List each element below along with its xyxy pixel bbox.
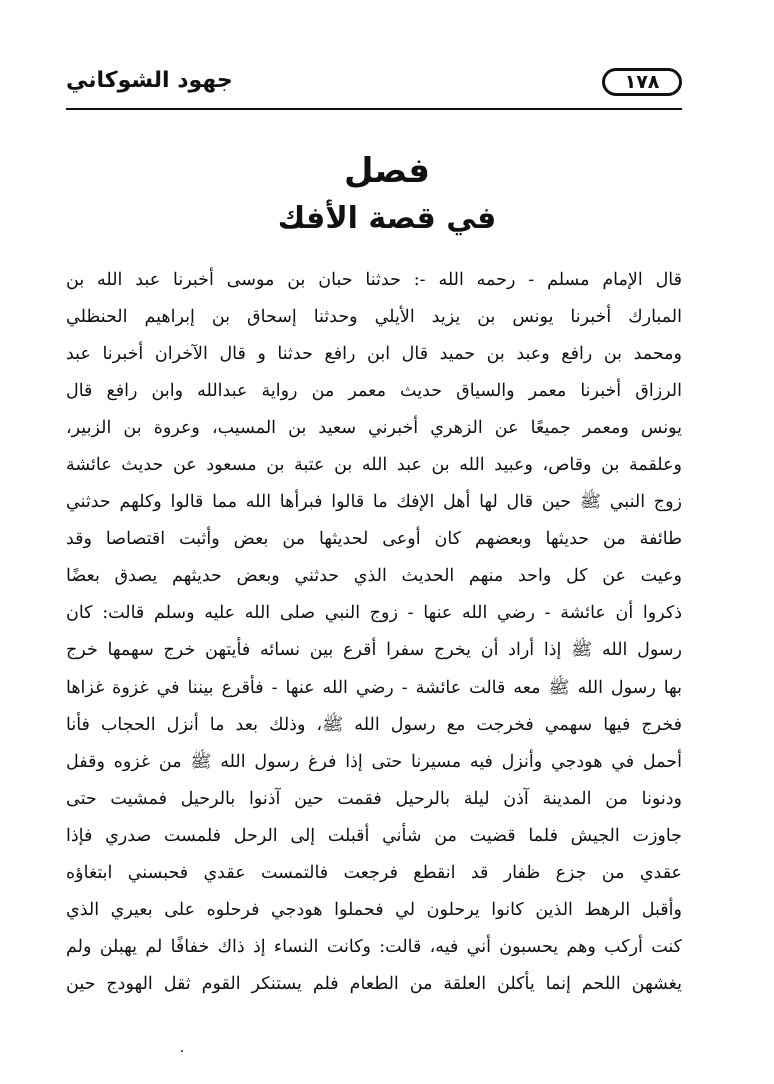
text-line: قال الإمام مسلم - رحمه الله -: حدثنا حبان بن موسى أخبرنا عبد الله بن xyxy=(66,270,682,290)
text-line: أحمل في هودجي وأنزل فيه مسيرنا حتى إذا فرغ رسول الله ﷺ من غزوه وقفل xyxy=(66,751,682,772)
page-header xyxy=(66,62,682,102)
text-line: فخرج فيها سهمي فخرجت مع رسول الله ﷺ، وذلك بعد ما أنزل الحجاب فأنا xyxy=(66,714,682,735)
body-text xyxy=(66,262,682,1003)
text-line: ذكروا أن عائشة - رضي الله عنها - زوج النبي صلى الله عليه وسلم قالت: كان xyxy=(66,603,682,624)
text-line: كنت أركب وهم يحسبون أني فيه، قالت: وكانت النساء إذ ذاك خفافًا لم يهبلن ولم xyxy=(66,936,682,957)
text-line: زوج النبي ﷺ حين قال لها أهل الإفك ما قالوا فبرأها الله مما قالوا وكلهم حدثني xyxy=(66,492,682,513)
running-title: جهود الشوكاني xyxy=(66,68,233,93)
page-number: ١٧٨ xyxy=(624,70,660,93)
text-line: المبارك أخبرنا يونس بن يزيد الأيلي وحدثنا إسحاق بن إبراهيم الحنظلي xyxy=(66,307,682,328)
text-line: وعلقمة بن وقاص، وعبيد الله بن عبد الله بن عتبة بن مسعود عن حديث عائشة xyxy=(66,455,682,476)
text-line: بها رسول الله ﷺ معه قالت عائشة - رضي الله عنها - فأقرع بيننا في غزوة غزاها xyxy=(66,677,682,698)
section-title: فصل xyxy=(343,151,431,191)
text-line: طائفة من حديثها وبعضهم كان أوعى لحديثها من بعض وأثبت اقتصاصا وقد xyxy=(66,529,682,550)
text-line: وعيت عن كل واحد منهم الحديث الذي حدثني وبعض حديثهم يصدق بعضًا xyxy=(66,566,682,587)
text-line: الرزاق أخبرنا معمر والسياق حديث معمر من رواية عبدالله وابن رافع قال xyxy=(66,381,682,402)
text-line: يغشهن اللحم إنما يأكلن العلقة من الطعام فلم يستنكر القوم ثقل الهودج حين xyxy=(66,973,682,994)
text-line: ودنونا من المدينة آذن ليلة بالرحيل فقمت حين آذنوا بالرحيل فمشيت حتى xyxy=(66,788,682,809)
page-number-badge xyxy=(602,68,682,96)
text-line: جاوزت الجيش فلما قضيت من شأني أقبلت إلى الرحل فلمست صدري فإذا xyxy=(66,825,682,846)
text-line: وأقبل الرهط الذين كانوا يرحلون لي فحملوا هودجي فرحلوه على بعيري الذي xyxy=(66,899,682,920)
text-line: ومحمد بن رافع وعبد بن حميد قال ابن رافع حدثنا و قال الآخران أخبرنا عبد xyxy=(66,344,682,365)
text-line: يونس ومعمر جميعًا عن الزهري أخبرني سعيد بن المسيب، وعروة بن الزبير، xyxy=(66,418,682,439)
header-rule xyxy=(66,108,682,110)
section-subtitle: في قصة الأفك xyxy=(277,201,497,236)
text-line: عقدي من جزع ظفار قد انقطع فرجعت فالتمست عقدي فحبسني ابتغاؤه xyxy=(66,862,682,883)
scan-speck xyxy=(181,1050,183,1052)
text-line: رسول الله ﷺ إذا أراد أن يخرج سفرا أقرع بين نسائه فأيتهن خرج سهمها خرج xyxy=(66,640,682,661)
